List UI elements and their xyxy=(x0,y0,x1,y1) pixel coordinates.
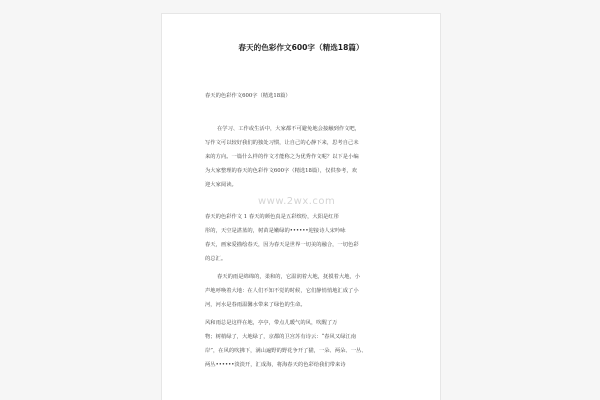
essay-line: 两丛••••••淡淡开，汇成海，将海春天的色彩给我们带来诗 xyxy=(205,362,346,368)
intro-line: 为大家整理的春天的色彩作文600字（精选18篇），仅供参考，欢 xyxy=(205,168,357,174)
essay-line: 春天的雨是绵绵的，柔和的，它温润着大地，抚摸着大地，小 xyxy=(217,274,361,280)
essay-line: 声地呼唤着大地：在人们不知不觉的时候，它们静悄悄地汇成了小 xyxy=(205,288,359,294)
essay-line: 风和雨总是这样在地，亭亭，带点儿暖气的风，吹醒了万 xyxy=(205,320,338,326)
essay-line: 的总汇。 xyxy=(205,256,227,262)
document-page xyxy=(162,14,440,400)
essay-line: 物；树梢绿了，大地绿了，京都的卫宫苏有诗云：“春风又绿江南 xyxy=(205,334,357,340)
essay-line: 彤的，天空是湛蓝的，树苗是嫩绿的••••••迎接诗人宋吟咏 xyxy=(205,228,346,234)
intro-line: 在学习、工作或生活中，大家都不可避免地会接触到作文吧， xyxy=(217,126,361,132)
intro-line: 写作文可以较好我们的独处习惯，让自己的心静下来，思考自己未 xyxy=(205,140,359,146)
watermark: www.2wx.com xyxy=(258,196,336,207)
intro-line: 迎大家阅读。 xyxy=(205,182,237,188)
intro-line: 来的方向。一篇什么样的作文才能称之为优秀作文呢？以下是小编 xyxy=(205,154,359,160)
essay-line: 岸”，在风的吹拂下，满山遍野的野花争开了猫，一朵、两朵、一丛、 xyxy=(205,348,367,354)
document-title: 春天的色彩作文600字（精选18篇） xyxy=(238,43,364,52)
essay-line: 河，河水是春雨温馨水带来了绿色的生命。 xyxy=(205,302,306,308)
essay-heading-line: 春天的色彩作文 1 春天的颜色真是五彩缤纷，大阳是红彤 xyxy=(205,214,339,220)
document-subtitle: 春天的色彩作文600字（精选18篇） xyxy=(205,93,291,99)
essay-line: 春天，画家爱描绘春天，因为春天是世界一切美的融合，一切色彩 xyxy=(205,242,359,248)
